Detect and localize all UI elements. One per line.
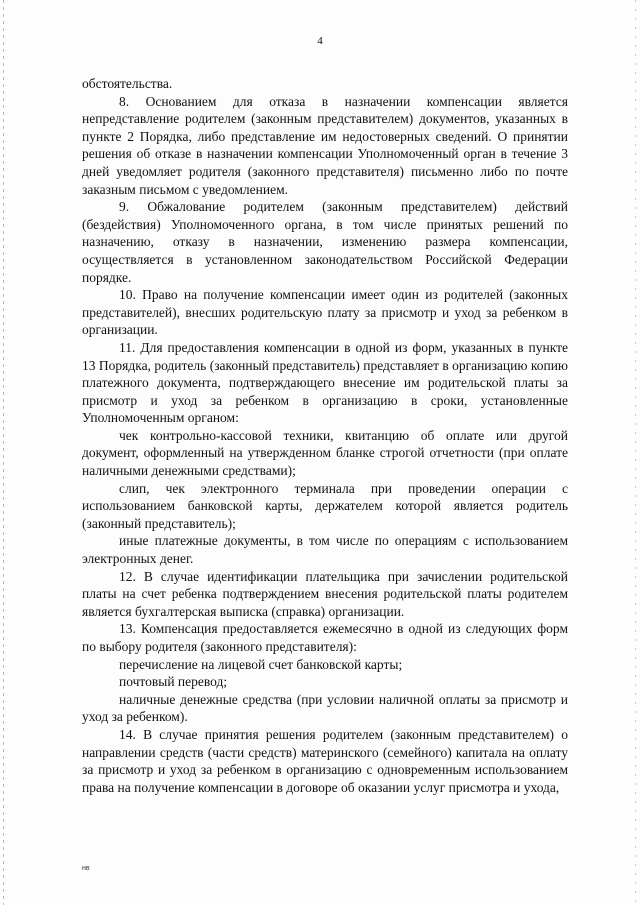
paragraph-item-14: 14. В случае принятия решения родителем (законным представителем) о направлении средств (части средств) материнского (семейного) капитала на оплату за присмотр и уход за ребенком в организацию с одновременным использованием права на получение компенсации в договоре об оказании услуг присмотра и ухода, xyxy=(82,726,568,795)
scan-edge-right xyxy=(635,0,636,905)
paragraph-list-postal-transfer: почтовый перевод; xyxy=(119,674,228,690)
scan-edge-left xyxy=(3,0,4,905)
paragraph-item-10: 10. Право на получение компенсации имеет один из родителей (законных представителей), внесших родительскую плату за присмотр и уход за ребенком в организации. xyxy=(82,287,568,338)
paragraph-item-13: 13. Компенсация предоставляется ежемесячно в одной из следующих форм по выбору родителя (законного представителя): xyxy=(82,621,568,654)
document-body xyxy=(82,75,568,796)
footer-initials: нв xyxy=(82,865,90,872)
paragraph-list-bank-card: перечисление на лицевой счет банковской карты; xyxy=(119,656,403,672)
paragraph-item-8: 8. Основанием для отказа в назначении компенсации является непредставление родителем (законным представителем) документов, указанных в пункте 2 Порядка, либо представление им недостоверных сведений. О принятии решения об отказе в назначении компенсации Уполномоченный орган в течение 3 дней уведомляет родителя (законного представителя) письменно либо по почте заказным письмом с уведомлением. xyxy=(82,93,568,197)
paragraph-list-cash: наличные денежные средства (при условии наличной оплаты за присмотр и уход за ребенком). xyxy=(82,691,568,725)
paragraph-list-cash-receipt: чек контрольно-кассовой техники, квитанцию об оплате или другой документ, оформленный на утвержденном бланке строгой отчетности (при оплате наличными денежными средствами); xyxy=(82,427,568,479)
paragraph-item-11: 11. Для предоставления компенсации в одной из форм, указанных в пункте 13 Порядка, родитель (законный представитель) представляет в организацию копию платежного документа, подтверждающего внесение им родительской платы за присмотр и уход за ребенком в организацию в сроки, установленные Уполномоченным органом: xyxy=(82,339,568,426)
paragraph-item-9: 9. Обжалование родителем (законным представителем) действий (бездействия) Уполномоченного органа, в том числе принятых решений по назначению, отказу в назначении, изменению размера компенсации, осуществляется в установленном законодательством Российской Федерации порядке. xyxy=(82,199,568,285)
paragraph-list-other-documents: иные платежные документы, в том числе по операциям с использованием электронных денег. xyxy=(82,533,568,567)
paragraph-continuation: обстоятельства. xyxy=(82,76,173,91)
page-number: 4 xyxy=(317,35,323,47)
paragraph-list-card-slip: слип, чек электронного терминала при проведении операции с использованием банковской карты, держателем которой является родитель (законный представитель); xyxy=(82,480,568,531)
paragraph-item-12: 12. В случае идентификации плательщика при зачислении родительской платы на счет ребенка подтверждением внесения родительской платы родителем является бухгалтерская выписка (справка) организации. xyxy=(82,568,568,619)
